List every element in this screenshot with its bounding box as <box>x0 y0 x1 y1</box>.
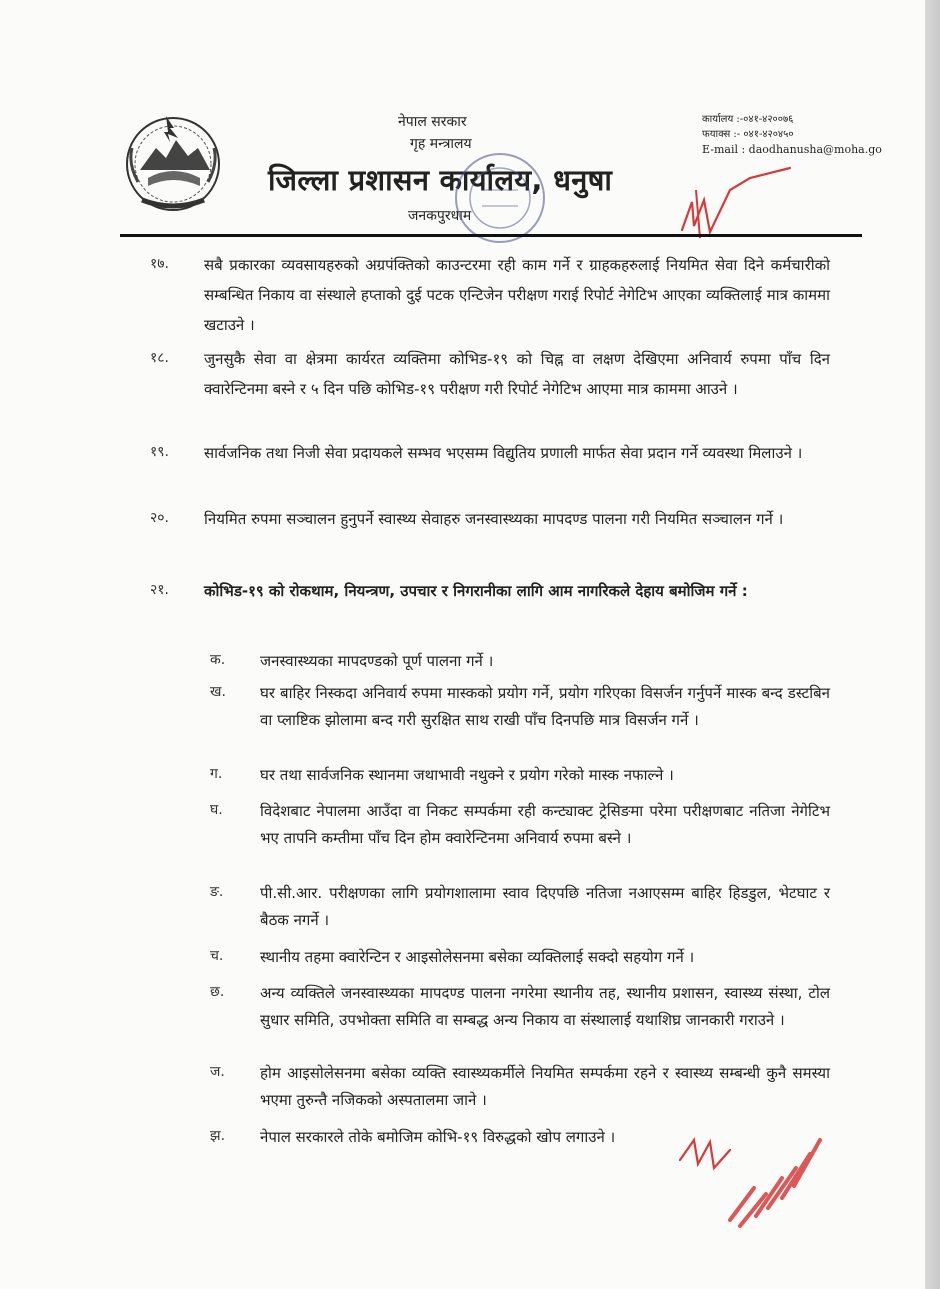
sub-item-letter: घ. <box>210 802 223 818</box>
sub-item-text: होम आइसोलेसनमा बसेका व्यक्ति स्वास्थ्यकर्मीले नियमित सम्पर्कमा रहने र स्वास्थ्य सम्बन्धी कुनै समस्या भएमा तुरुन्तै नजिकको अस्पतालमा जाने । <box>260 1064 830 1109</box>
sub-item-letter: क. <box>210 652 226 668</box>
item-number: १८. <box>150 350 170 366</box>
sub-item-text: जनस्वास्थ्यका मापदण्डको पूर्ण पालना गर्ने । <box>260 652 494 670</box>
sub-item-letter: ख. <box>210 684 226 700</box>
header-place: जनकपुरधाम <box>408 208 472 224</box>
item-number: १९. <box>150 444 170 460</box>
sub-item-text: स्थानीय तहमा क्वारेन्टिन र आइसोलेसनमा बसेका व्यक्तिलाई सक्दो सहयोग गर्ने । <box>260 948 695 966</box>
sub-item-text: विदेशबाट नेपालमा आउँदा वा निकट सम्पर्कमा रही कन्ट्याक्ट ट्रेसिङमा परेमा परीक्षणबाट नतिजा नेगेटिभ भए तापनि कम्तीमा पाँच दिन होम क्वारेन्टिनमा अनिवार्य रुपमा बस्ने । <box>260 802 830 847</box>
sub-item <box>210 798 830 852</box>
header-rule <box>120 234 862 237</box>
list-item <box>150 438 830 468</box>
sub-item-letter: ज. <box>210 1064 225 1080</box>
sub-item-text: घर बाहिर निस्कदा अनिवार्य रुपमा मास्कको प्रयोग गर्ने, प्रयोग गरिएका विसर्जन गर्नुपर्ने मास्क बन्द डस्टबिन वा प्लाष्टिक झोलामा बन्द गरी सुरक्षित साथ राखी पाँच दिनपछि मात्र विसर्जन गर्ने । <box>260 684 830 729</box>
item-text: सार्वजनिक तथा निजी सेवा प्रदायकले सम्भव भएसम्म विद्युतिय प्रणाली मार्फत सेवा प्रदान गर्ने व्यवस्था मिलाउने । <box>204 444 803 462</box>
signature-stamp-icon <box>670 1090 830 1240</box>
item-text: सबै प्रकारका व्यवसायहरुको अग्रपंक्तिको काउन्टरमा रही काम गर्ने र ग्राहकहरुलाई नियमित सेवा दिने कर्मचारीको सम्बन्धित निकाय वा संस्थाले हप्ताको दुई पटक एन्टिजेन परीक्षण गराई रिपोर्ट नेगेटिभ आएका व्यक्तिलाई मात्र काममा खटाउने । <box>204 256 830 334</box>
sub-item-letter: ङ. <box>210 884 224 900</box>
item-number: २०. <box>150 510 170 526</box>
sub-item-letter: छ. <box>210 984 225 1000</box>
sub-item-text: पी.सी.आर. परीक्षणका लागि प्रयोगशालामा स्वाव दिएपछि नतिजा नआएसम्म बाहिर हिडडुल, भेटघाट र बैठक नगर्ने । <box>260 884 830 929</box>
sub-item-letter: झ. <box>210 1128 226 1144</box>
sub-item <box>210 762 830 789</box>
header-office-title: जिल्ला प्रशासन कार्यालय, धनुषा <box>268 163 613 197</box>
sub-item <box>210 944 830 971</box>
list-item <box>150 250 830 340</box>
sub-item-letter: च. <box>210 948 224 964</box>
sub-item <box>210 880 830 934</box>
sub-item <box>210 980 830 1034</box>
item-number: १७. <box>150 256 170 272</box>
sub-item-text: नेपाल सरकारले तोके बमोजिम कोभि-१९ विरुद्धको खोप लगाउने । <box>260 1128 616 1146</box>
sub-item-text: घर तथा सार्वजनिक स्थानमा जथाभावी नथुक्ने र प्रयोग गरेको मास्क नफाल्ने । <box>260 766 674 784</box>
nepal-emblem-icon <box>118 108 228 216</box>
header-ministry: गृह मन्त्रालय <box>410 136 472 152</box>
contact-fax: फयाक्स :- ०४१-४२०४५० <box>702 129 794 140</box>
page-edge <box>925 0 940 1289</box>
contact-block <box>702 112 882 157</box>
item-number: २१. <box>150 582 170 598</box>
list-item <box>150 576 830 606</box>
header-government: नेपाल सरकार <box>398 114 467 130</box>
sub-item-letter: ग. <box>210 766 223 782</box>
item-text: जुनसुकै सेवा वा क्षेत्रमा कार्यरत व्यक्तिमा कोभिड-१९ को चिह्न वा लक्षण देखिएमा अनिवार्य रुपमा पाँच दिन क्वारेन्टिनमा बस्ने र ५ दिन पछि कोभिड-१९ परीक्षण गरी रिपोर्ट नेगेटिभ आएमा मात्र काममा आउने । <box>204 350 830 398</box>
list-item <box>150 344 830 404</box>
sub-item <box>210 680 830 734</box>
contact-office-phone: कार्यालय :-०४१-४२००७६ <box>702 114 794 125</box>
contact-email: E-mail : daodhanusha@moha.go <box>702 143 882 156</box>
item-text: कोभिड-१९ को रोकथाम, नियन्त्रण, उपचार र निगरानीका लागि आम नागरिकले देहाय बमोजिम गर्ने : <box>204 582 748 600</box>
item-text: नियमित रुपमा सञ्चालन हुनुपर्ने स्वास्थ्य सेवाहरु जनस्वास्थ्यका मापदण्ड पालना गरी नियमित सञ्चालन गर्ने । <box>204 510 784 528</box>
sub-item <box>210 648 830 675</box>
sub-item-text: अन्य व्यक्तिले जनस्वास्थ्यका मापदण्ड पालना नगरेमा स्थानीय तह, स्थानीय प्रशासन, स्वास्थ्य संस्था, टोल सुधार समिति, उपभोक्ता समिति वा सम्बद्ध अन्य निकाय वा संस्थालाई यथाशिघ्र जानकारी गराउने । <box>260 984 830 1029</box>
office-stamp-icon <box>452 150 548 246</box>
list-item <box>150 504 830 534</box>
